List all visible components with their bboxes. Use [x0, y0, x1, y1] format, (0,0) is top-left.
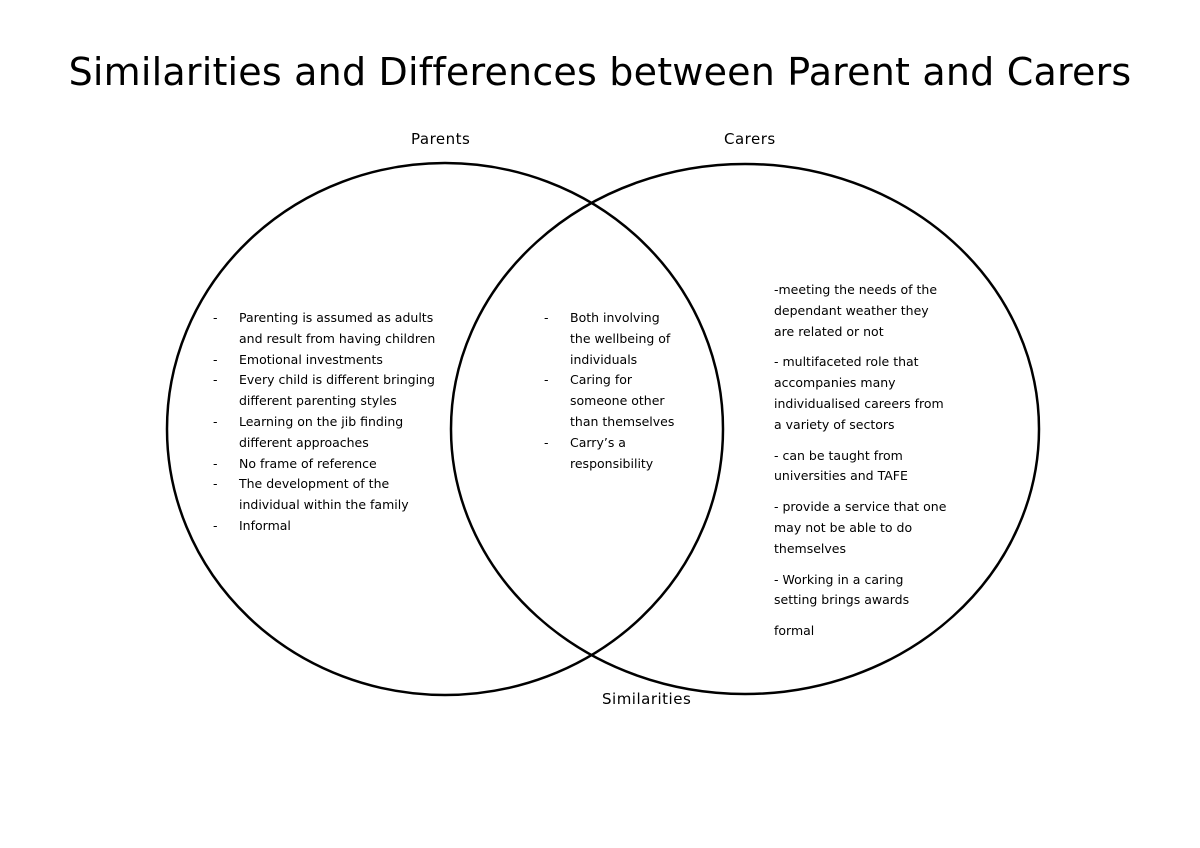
similarities-list [544, 308, 684, 474]
diagram-title: Similarities and Differences between Parent and Carers [68, 50, 1132, 94]
list-item: - Every child is different bringing different parenting styles [213, 370, 443, 412]
list-item: - Carry’s a responsibility [544, 433, 684, 475]
carers-list [774, 280, 949, 652]
list-item: -meeting the needs of the dependant weather they are related or not [774, 282, 938, 339]
carers-label: Carers [724, 130, 776, 148]
list-item: - multifaceted role that accompanies many individualised careers from a variety of sectors [774, 354, 944, 432]
parents-label: Parents [411, 130, 471, 148]
list-item: - Informal [213, 516, 443, 537]
list-item: - can be taught from universities and TAFE [774, 447, 908, 484]
list-item: - Emotional investments [213, 350, 443, 371]
list-item: formal [774, 623, 815, 639]
list-item: - Learning on the jib finding different approaches [213, 412, 443, 454]
list-item: - Working in a caring setting brings awards [774, 571, 910, 608]
list-item: - The development of the individual within the family [213, 474, 443, 516]
carers-circle [451, 164, 1039, 694]
list-item: - Parenting is assumed as adults and result from having children [213, 308, 443, 350]
list-item: - provide a service that one may not be able to do themselves [774, 499, 947, 556]
list-item: - No frame of reference [213, 454, 443, 475]
similarities-label: Similarities [602, 690, 692, 708]
parents-list [213, 308, 443, 537]
list-item: - Both involving the wellbeing of individuals [544, 308, 684, 370]
list-item: - Caring for someone other than themselves [544, 370, 684, 432]
